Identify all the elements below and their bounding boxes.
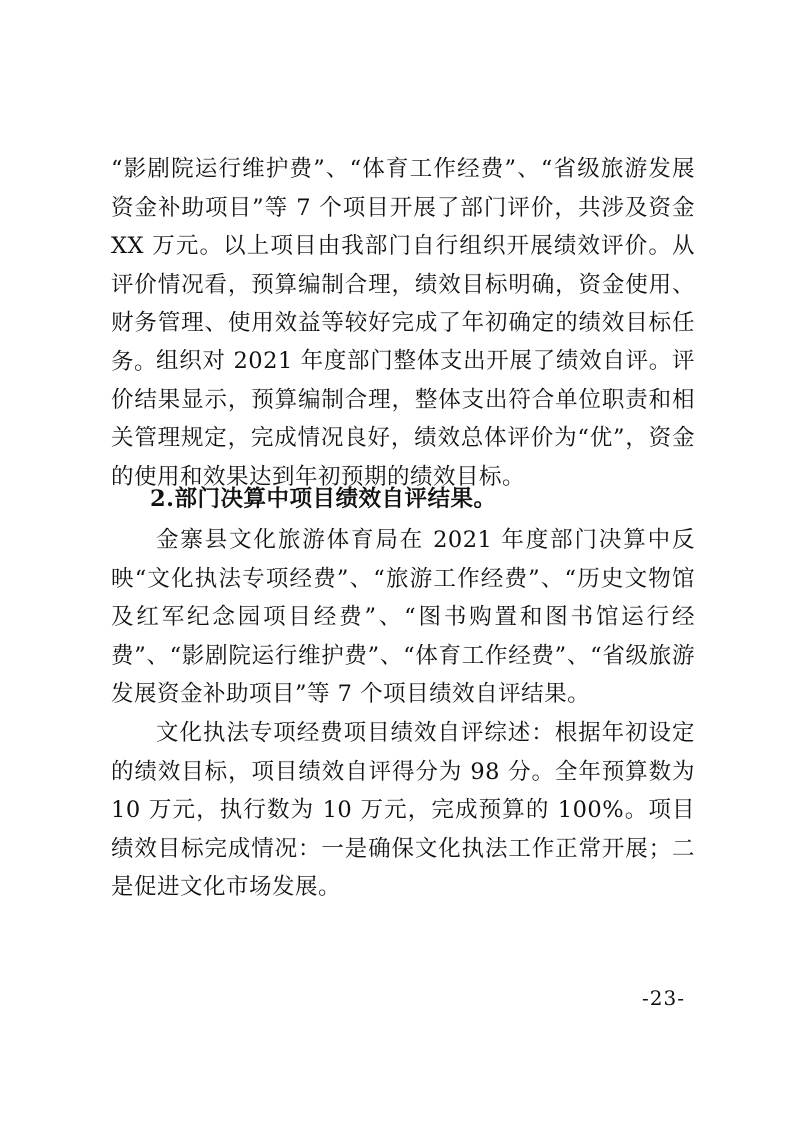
section-heading: 2.部门决算中项目绩效自评结果。 <box>150 486 497 512</box>
paragraph-final-accounts: 金寨县文化旅游体育局在 2021 年度部门决算中反映“文化执法专项经费”、“旅游工作经费”、“历史文物馆及红军纪念园项目经费”、“图书购置和图书馆运行经费”、“影剧院运行维护费”、“体育工作经费”、“省级旅游发展资金补助项目”等 7 个项目绩效自评结果。 <box>111 527 695 708</box>
paragraph-culture-enforcement: 文化执法专项经费项目绩效自评综述：根据年初设定的绩效目标，项目绩效自评得分为 98 分。全年预算数为 10 万元，执行数为 10 万元，完成预算的 100%。项目绩效目标完成情况：一是确保文化执法工作正常开展；二是促进文化市场发展。 <box>111 720 695 901</box>
paragraph-project-evaluation: “影剧院运行维护费”、“体育工作经费”、“省级旅游发展资金补助项目”等 7 个项目开展了部门评价，共涉及资金 XX 万元。以上项目由我部门自行组织开展绩效评价。从评价情况看，预算编制合理，绩效目标明确，资金使用、财务管理、使用效益等较好完成了年初确定的绩效目标任务。 <box>111 156 695 375</box>
page-number: -23- <box>642 986 685 1010</box>
paragraph-overall-evaluation: 组织对 2021 年度部门整体支出开展了绩效自评。评价结果显示，预算编制合理，整体支出符合单位职责和相关管理规定，完成情况良好，绩效总体评价为“优”，资金的使用和效果达到年初预期的绩效目标。 <box>111 348 695 490</box>
